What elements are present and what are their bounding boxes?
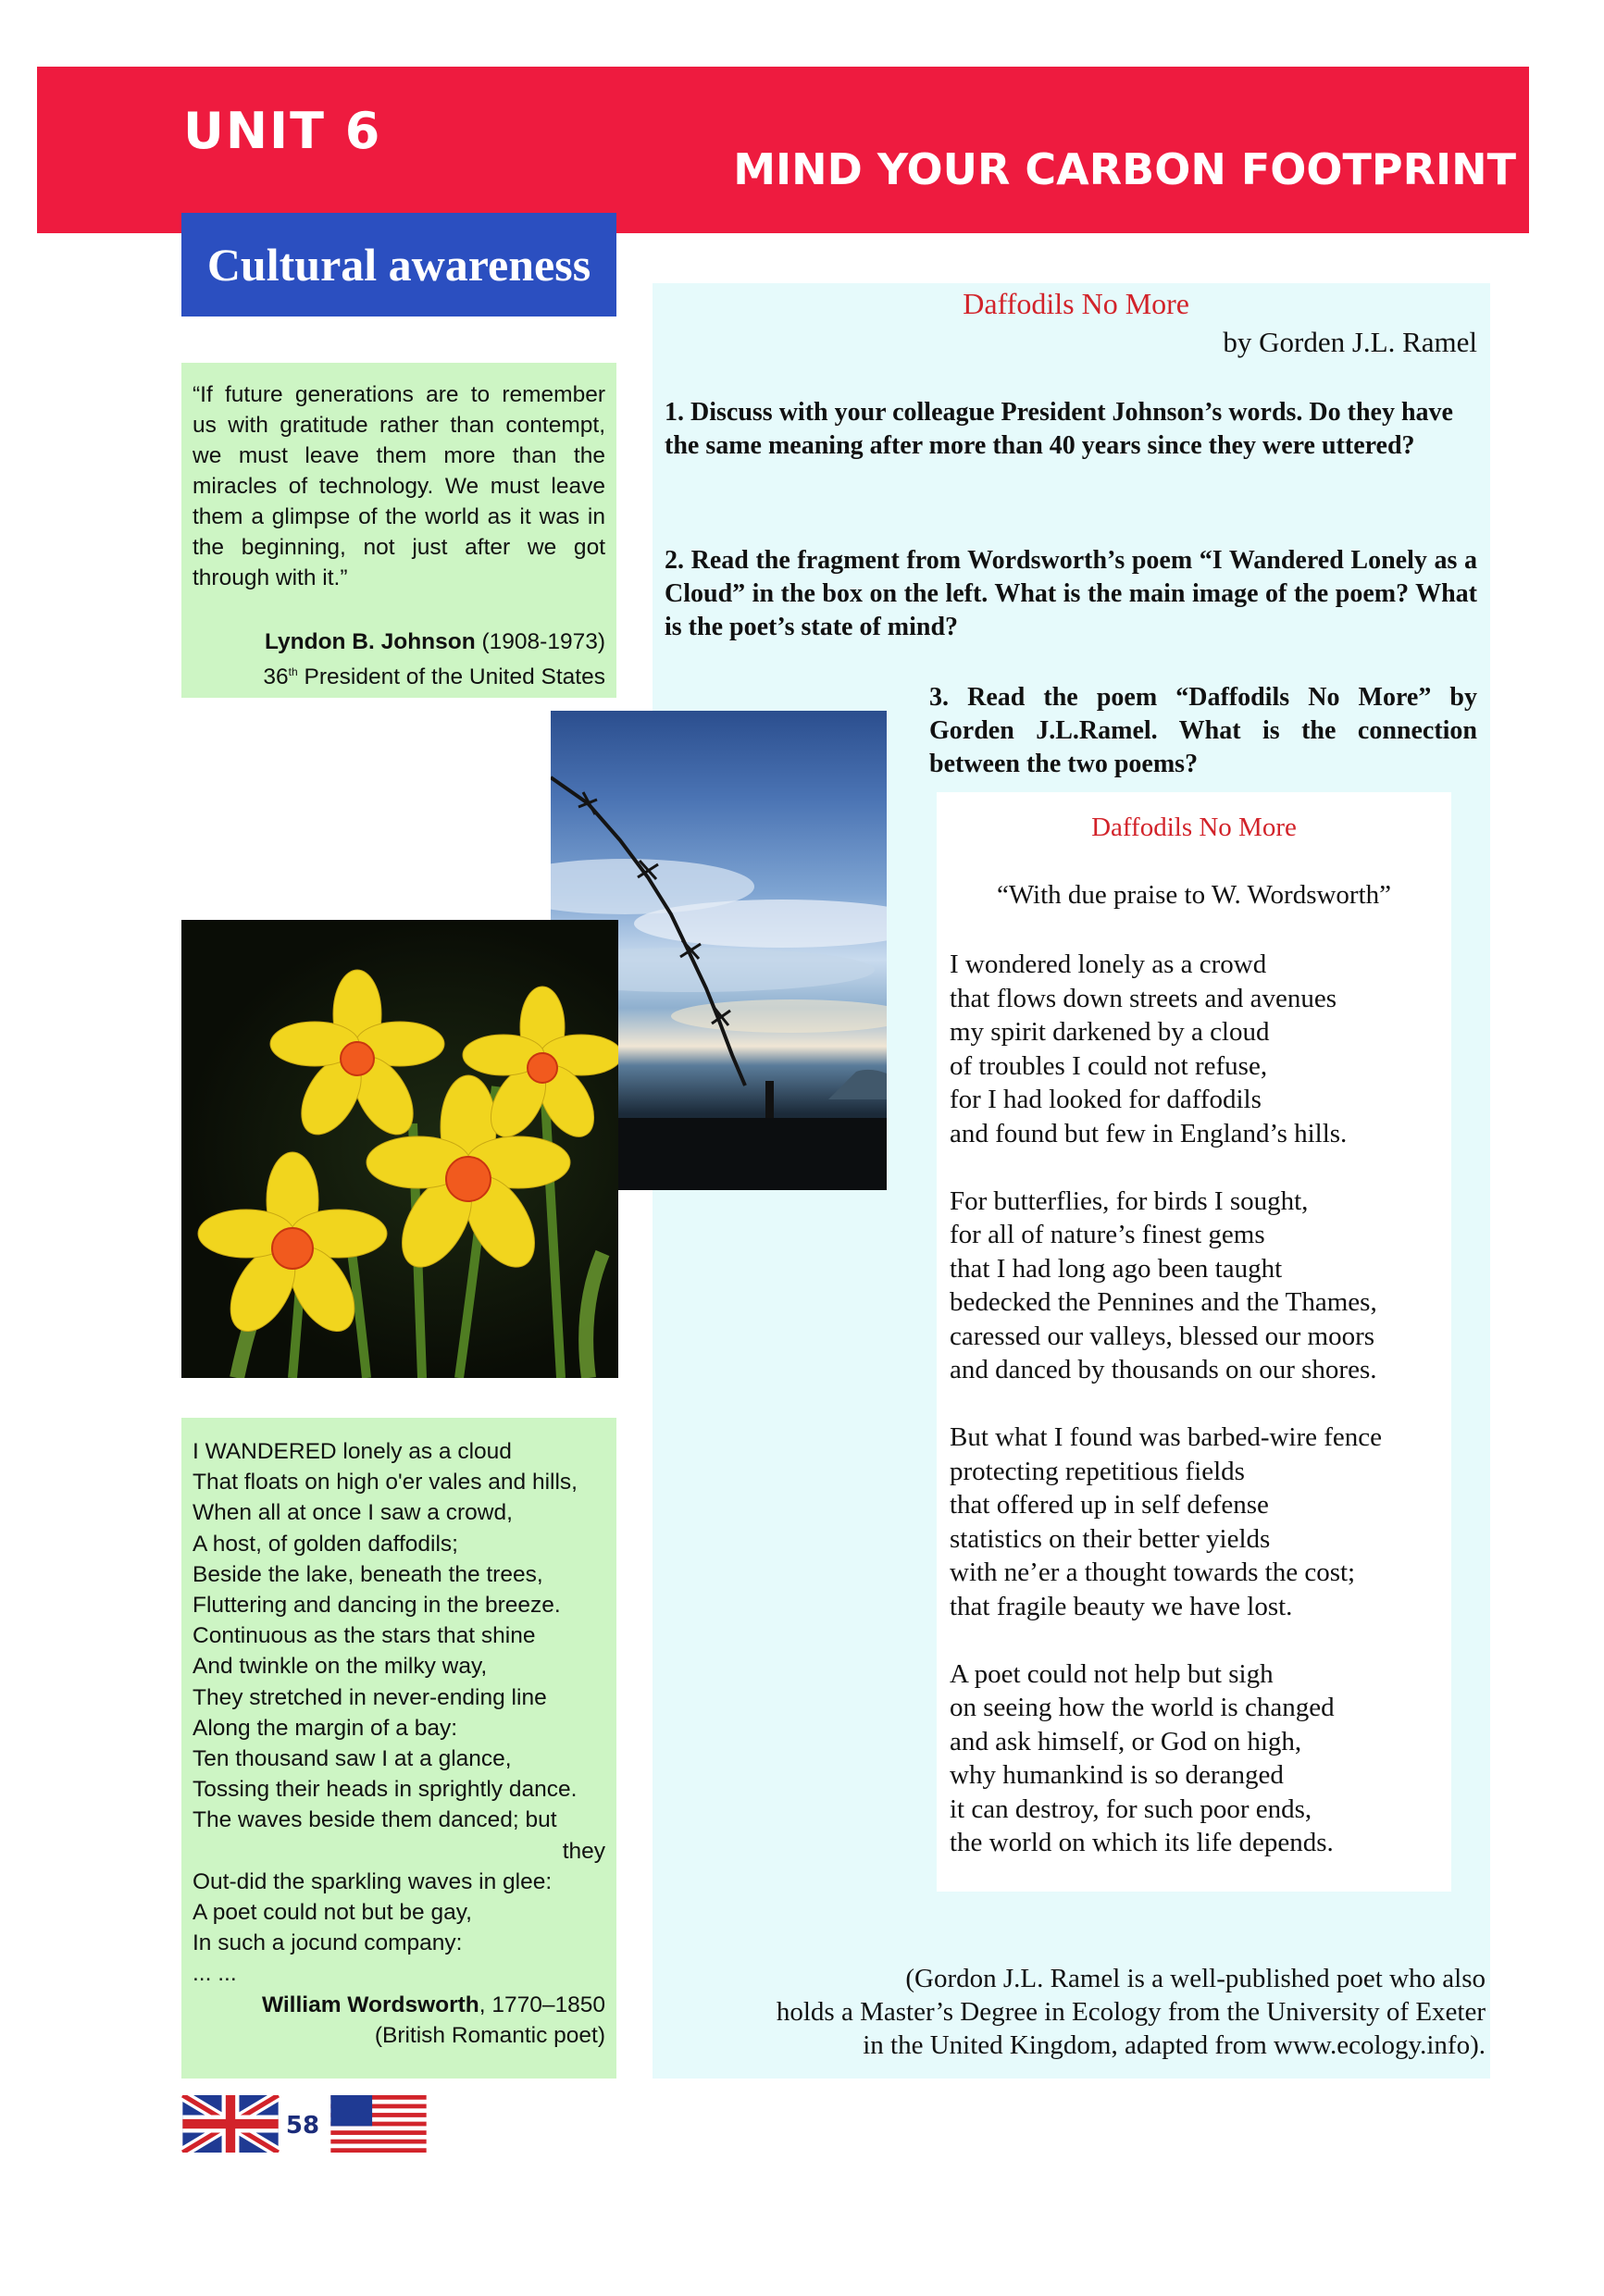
stanza bbox=[950, 948, 1440, 1150]
poem-line: The waves beside them danced; but bbox=[193, 1807, 557, 1833]
ramel-poem-body bbox=[950, 948, 1440, 1893]
section-label: Cultural awareness bbox=[181, 213, 616, 316]
poem-line: When all at once I saw a crowd, bbox=[193, 1500, 513, 1526]
poem-line: on seeing how the world is changed bbox=[950, 1693, 1335, 1722]
quote-text: “If future generations are to remember us with gratitude rather than contempt, we must leave them more than the miracles of technology. We must leave them a glimpse of the world as it was in the beginning, not just after we got through with it.” bbox=[193, 382, 605, 590]
page-number: 58 bbox=[285, 2112, 320, 2140]
poem-line: A poet could not help but sigh bbox=[950, 1658, 1274, 1689]
poem-line: it can destroy, for such poor ends, bbox=[950, 1793, 1312, 1824]
poem-line: that offered up in self defense bbox=[950, 1490, 1269, 1520]
poem-byline: by Gorden J.L. Ramel bbox=[1223, 326, 1477, 358]
poem-line: my spirit darkened by a cloud bbox=[950, 1017, 1270, 1047]
poem-author bbox=[193, 1990, 605, 2020]
ramel-poem-dedication: “With due praise to W. Wordsworth” bbox=[996, 880, 1392, 910]
poem-line: A host, of golden daffodils; bbox=[193, 1531, 458, 1557]
quote-author-years: (1908-1973) bbox=[475, 629, 605, 654]
poem-line: that flows down streets and avenues bbox=[950, 983, 1337, 1013]
quote-role-number: 36 bbox=[263, 664, 289, 690]
about-author-line: holds a Master’s Degree in Ecology from the University of Exeter bbox=[776, 1997, 1486, 2027]
about-author-line: in the United Kingdom, adapted from www.ecology.info). bbox=[863, 2030, 1486, 2060]
poem-line: caressed our valleys, blessed our moors bbox=[950, 1321, 1375, 1351]
poem-line: Out-did the sparkling waves in glee: bbox=[193, 1868, 553, 1894]
poem-line: that I had long ago been taught bbox=[950, 1253, 1283, 1284]
quote-author-name: Lyndon B. Johnson bbox=[264, 629, 476, 654]
poem-line: Fluttering and dancing in the breeze. bbox=[193, 1593, 561, 1619]
poem-line: That floats on high o'er vales and hills, bbox=[193, 1470, 578, 1496]
poem-line: Beside the lake, beneath the trees, bbox=[193, 1561, 543, 1587]
poem-line: They stretched in never-ending line bbox=[193, 1684, 547, 1710]
poem-line: I wondered lonely as a crowd bbox=[950, 949, 1267, 979]
quote-author-role bbox=[193, 657, 605, 692]
topic-title: MIND YOUR CARBON FOOTPRINT bbox=[733, 144, 1516, 194]
poem-line: for all of nature’s finest gems bbox=[950, 1220, 1265, 1249]
unit-title: UNIT 6 bbox=[183, 102, 382, 160]
stanza bbox=[950, 1421, 1440, 1623]
about-author-line: (Gordon J.L. Ramel is a well-published poet who also bbox=[905, 1964, 1486, 1993]
quote-box bbox=[181, 363, 616, 698]
poem-author-years: , 1770–1850 bbox=[479, 1992, 605, 2017]
poem-line: But what I found was barbed-wire fence bbox=[950, 1422, 1383, 1452]
poem-author-name: William Wordsworth bbox=[261, 1992, 479, 2017]
poem-line: Tossing their heads in sprightly dance. bbox=[193, 1777, 578, 1803]
poem-line: Ten thousand saw I at a glance, bbox=[193, 1746, 512, 1772]
wordsworth-poem-box bbox=[181, 1418, 616, 2079]
poem-line: the world on which its life depends. bbox=[950, 1828, 1334, 1857]
poem-line: ... ... bbox=[193, 1961, 237, 1987]
task-2: 2. Read the fragment from Wordsworth’s poem “I Wandered Lonely as a Cloud” in the box on the left. What is the main image of the poem? What is the poet’s state of mind? bbox=[665, 546, 1477, 641]
poem-line: of troubles I could not refuse, bbox=[950, 1050, 1268, 1081]
poem-line: In such a jocund company: bbox=[193, 1930, 463, 1956]
poem-line: that fragile beauty we have lost. bbox=[950, 1591, 1293, 1621]
poem-author-note: (British Romantic poet) bbox=[374, 2022, 605, 2048]
poem-line: protecting repetitious fields bbox=[950, 1456, 1245, 1486]
ramel-poem-title: Daffodils No More bbox=[1091, 813, 1297, 842]
poem-line: why humankind is so deranged bbox=[950, 1760, 1284, 1790]
poem-line: A poet could not but be gay, bbox=[193, 1900, 472, 1926]
task-3: 3. Read the poem “Daffodils No More” by Gorden J.L.Ramel. What is the connection between the two poems? bbox=[929, 683, 1477, 778]
poem-line: they bbox=[562, 1838, 605, 1864]
daffodil-illustration bbox=[181, 920, 618, 1378]
daffodil-photo bbox=[181, 920, 618, 1378]
poem-line: with ne’er a thought towards the cost; bbox=[950, 1558, 1356, 1587]
quote-author bbox=[193, 627, 605, 657]
page-footer bbox=[181, 2093, 431, 2153]
poem-line: Along the margin of a bay: bbox=[193, 1715, 458, 1741]
poem-line: statistics on their better yields bbox=[950, 1523, 1271, 1554]
poem-line: I WANDERED lonely as a cloud bbox=[193, 1439, 512, 1464]
poem-line: bedecked the Pennines and the Thames, bbox=[950, 1287, 1377, 1317]
poem-line: and danced by thousands on our shores. bbox=[950, 1355, 1377, 1384]
poem-line: And twinkle on the milky way, bbox=[193, 1654, 488, 1680]
poem-line: and ask himself, or God on high, bbox=[950, 1726, 1302, 1756]
task-1: 1. Discuss with your colleague President Johnson’s words. Do they have the same meaning after more than 40 years since they were uttered? bbox=[665, 398, 1453, 460]
stanza bbox=[950, 1657, 1440, 1860]
us-flag-icon bbox=[330, 2095, 428, 2153]
ramel-poem-card bbox=[937, 792, 1451, 1892]
uk-flag-icon bbox=[181, 2095, 280, 2153]
about-author-note bbox=[671, 1962, 1486, 2062]
poem-line: and found but few in England’s hills. bbox=[950, 1118, 1348, 1148]
poem-title: Daffodils No More bbox=[963, 287, 1189, 320]
poem-line: Continuous as the stars that shine bbox=[193, 1623, 536, 1649]
quote-role-rest: President of the United States bbox=[297, 664, 605, 690]
poem-line: For butterflies, for birds I sought, bbox=[950, 1185, 1309, 1216]
stanza bbox=[950, 1185, 1440, 1387]
poem-line: for I had looked for daffodils bbox=[950, 1085, 1262, 1114]
quote-role-suffix: th bbox=[288, 665, 298, 678]
